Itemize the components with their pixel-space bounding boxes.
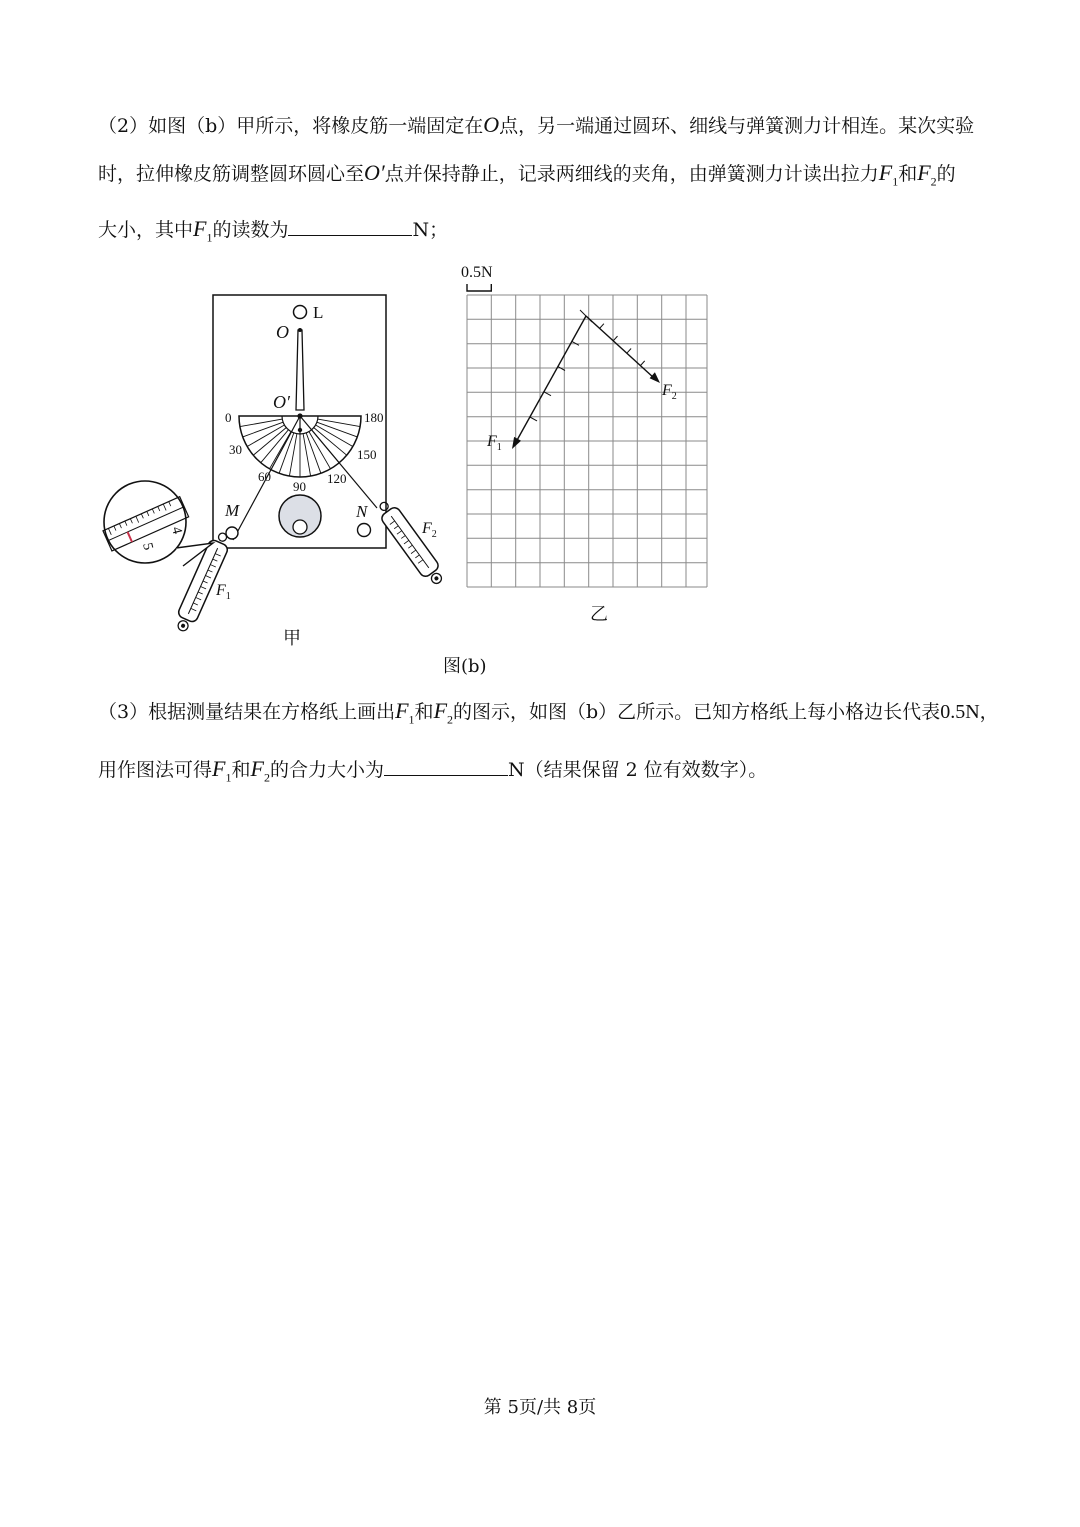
f2-symbol: $F_2$ [433,698,454,727]
q3-text: 用作图法可得 [98,759,213,781]
f2-symbol: $F_2$ [250,756,270,785]
angle-label-60: 60 [258,469,271,484]
figure-b [0,250,1080,710]
q2-text: 的读数为 [212,219,289,241]
q3-text: N（结果保留 2 位有效数字）。 [507,759,768,781]
point-o-label: O [483,112,500,137]
q2-text: N； [412,219,449,241]
label-l: L [313,303,324,322]
vector-f1-arrowhead [512,437,521,449]
rubber-band [296,330,304,410]
q2-line-3 [98,218,448,243]
answer-blank-resultant[interactable] [384,774,508,776]
q2-text: 大小，其中 [98,219,194,241]
f1-symbol: $F_1$ [193,216,213,245]
peg-n [358,524,371,537]
label-m: M [225,501,240,520]
caption-jia: 甲 [283,628,301,649]
q2-text: （2）如图（b）甲所示，将橡皮筋一端固定在 [98,115,484,137]
f1-symbol: $F_1$ [878,160,899,189]
peg-l [294,306,307,319]
vector-f2-arrowhead [650,372,660,383]
ring-bottom-dot [298,428,302,432]
q3-text: 的合力大小为 [269,759,384,781]
spring-balance-f2 [374,497,448,588]
point-o-prime-label: O′ [364,160,385,185]
f1-symbol: $F_1$ [395,698,415,727]
magnifier [103,481,213,566]
angle-label-150: 150 [357,447,377,462]
origin-tick [580,310,592,322]
q2-line-2 [98,162,956,187]
q2-text: 的 [936,163,956,185]
q3-text: ， [979,701,999,723]
caption-yi: 乙 [590,604,608,625]
q3-text: 和 [231,759,251,781]
magnifier-label-4: 4 [168,525,185,536]
angle-label-30: 30 [229,442,242,457]
peg-m [226,527,238,539]
vector-f1 [516,316,586,442]
grid-unit-value: 0.5N [940,701,980,723]
label-o: O [276,322,289,342]
magnifier-label-5: 5 [139,541,156,552]
q2-text: 点，另一端通过圆环、细线与弹簧测力计相连。某次实验 [499,115,975,137]
q3-line-2 [98,758,767,783]
scale-label: 0.5N [461,264,493,281]
angle-label-180: 180 [364,410,384,425]
label-f2-jia: $F_2$ [422,520,437,540]
answer-blank-f1[interactable] [288,234,412,236]
angle-label-90: 90 [293,479,306,494]
lower-peg-small [293,520,307,534]
q2-line-1 [98,114,974,136]
q2-text: 点并保持静止，记录两细线的夹角，由弹簧测力计读出拉力 [384,163,879,185]
f1-symbol: $F_1$ [212,756,232,785]
page-footer: 第 5页/共 8页 [483,1397,597,1418]
label-f1-jia: $F_1$ [216,582,231,602]
q3-text: 和 [414,701,434,723]
label-o-prime: O′ [273,392,290,412]
caption-figure-b: 图(b) [443,656,487,677]
q2-text: 和 [898,163,918,185]
label-f1-yi: $F_1$ [487,433,502,453]
vector-f1-ticks [530,341,579,421]
grid-yi [461,264,707,587]
apparatus-jia [103,295,448,634]
q2-text: 时，拉伸橡皮筋调整圆环圆心至 [98,163,365,185]
q3-text: （3）根据测量结果在方格纸上画出 [98,701,396,723]
label-f2-yi: $F_2$ [662,382,677,402]
q3-text: 的图示，如图（b）乙所示。已知方格纸上每小格边长代表 [453,701,941,723]
f2-symbol: $F_2$ [917,160,937,189]
point-o [298,328,302,332]
vector-f2 [586,316,654,378]
angle-label-0: 0 [225,410,232,425]
q3-line-1 [98,700,999,725]
grid-lines [467,295,707,587]
label-n: N [356,502,368,521]
vector-f2-ticks [600,324,645,366]
scale-bracket [467,284,491,291]
angle-label-120: 120 [327,471,347,486]
